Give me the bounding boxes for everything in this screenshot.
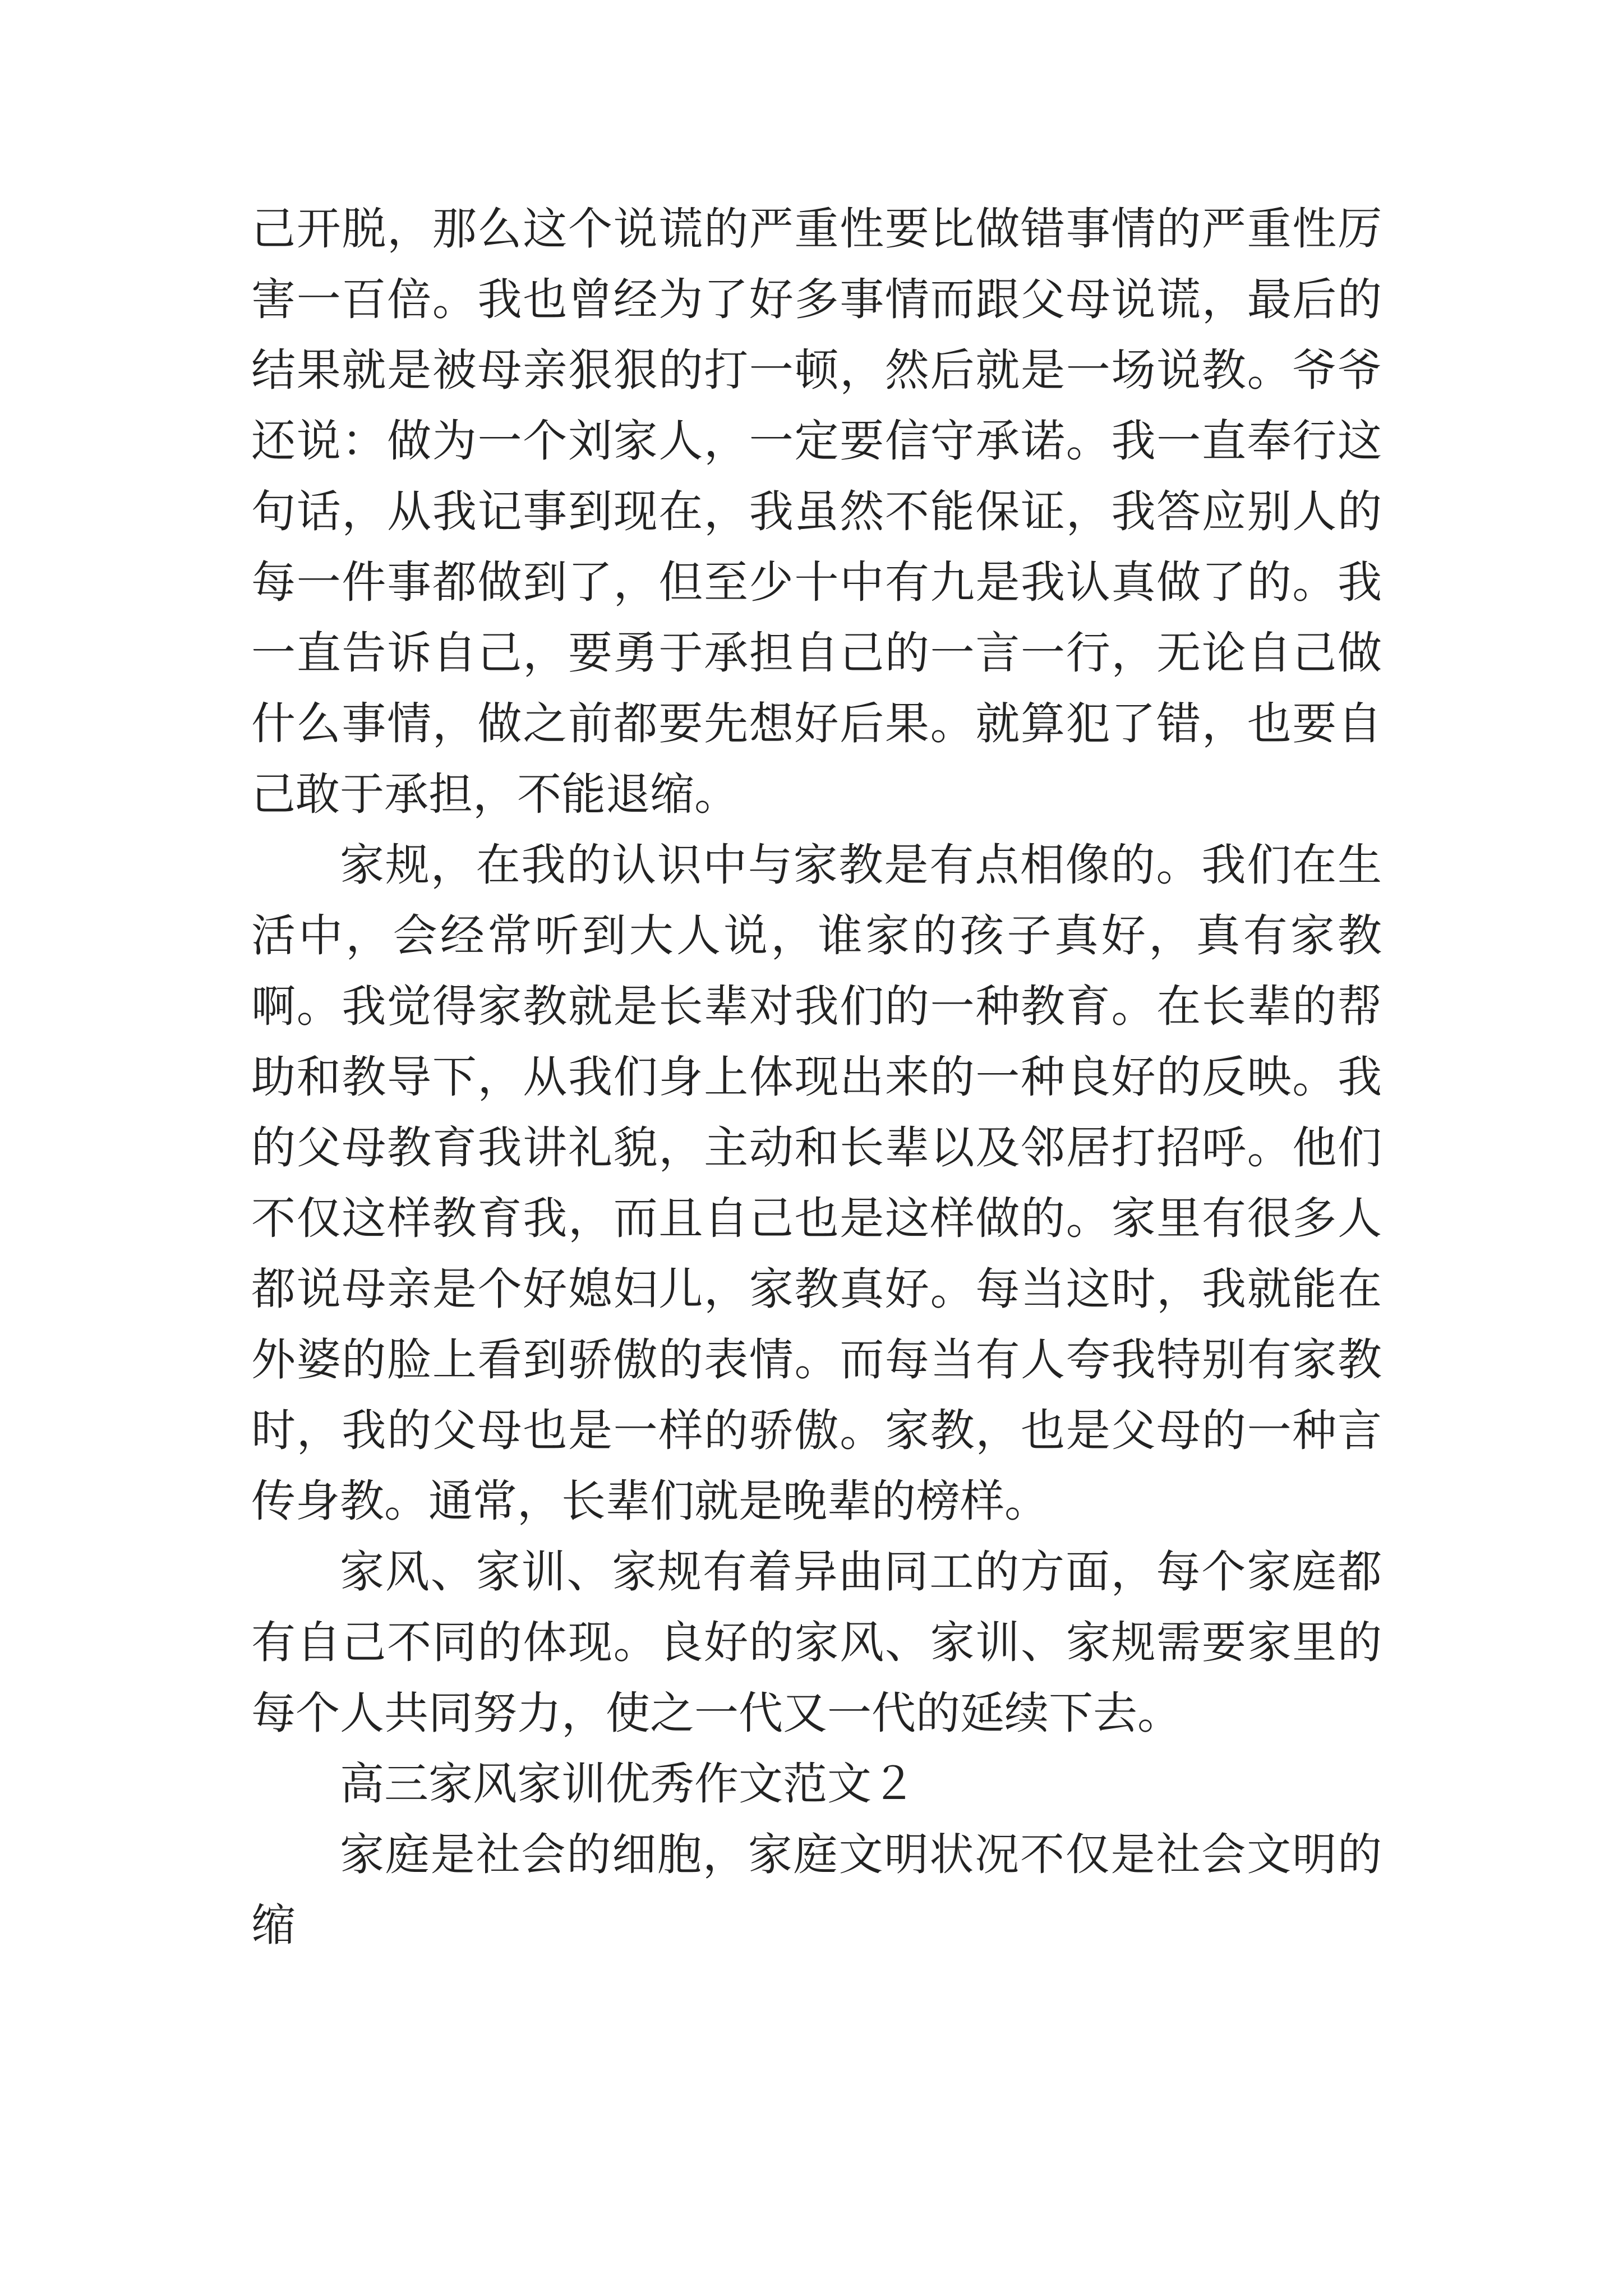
paragraph-family-rules: 家规，在我的认识中与家教是有点相像的。我们在生活中，会经常听到大人说，谁家的孩子真好，真有家教啊。我觉得家教就是长辈对我们的一种教育。在长辈的帮助和教导下，从我们身上体现出来的一种良好的反映。我的父母教育我讲礼貌，主动和长辈以及邻居打招呼。他们不仅这样教育我，而且自己也是这样做的。家里有很多人都说母亲是个好媳妇儿，家教真好。每当这时，我就能在外婆的脸上看到骄傲的表情。而每当有人夸我特别有家教时，我的父母也是一样的骄傲。家教，也是父母的一种言传身教。通常，长辈们就是晚辈的榜样。 xyxy=(251,839,1382,1527)
essay-heading: 高三家风家训优秀作文范文２ xyxy=(340,1758,916,1810)
paragraph-essay-two-start: 家庭是社会的细胞，家庭文明状况不仅是社会文明的缩 xyxy=(251,1829,1382,1951)
paragraph-conclusion: 家风、家训、家规有着异曲同工的方面，每个家庭都有自己不同的体现。良好的家风、家训、家规需要家里的每个人共同努力，使之一代又一代的延续下去。 xyxy=(251,1546,1382,1739)
paragraph-continuation: 己开脱，那么这个说谎的严重性要比做错事情的严重性厉害一百倍。我也曾经为了好多事情而跟父母说谎，最后的结果就是被母亲狠狠的打一顿，然后就是一场说教。爷爷还说：做为一个刘家人，一定要信守承诺。我一直奉行这句话，从我记事到现在，我虽然不能保证，我答应别人的每一件事都做到了，但至少十中有九是我认真做了的。我一直告诉自己，要勇于承担自己的一言一行，无论自己做什么事情，做之前都要先想好后果。就算犯了错，也要自己敢于承担，不能退缩。 xyxy=(251,203,1382,820)
document-body xyxy=(251,194,1382,1961)
